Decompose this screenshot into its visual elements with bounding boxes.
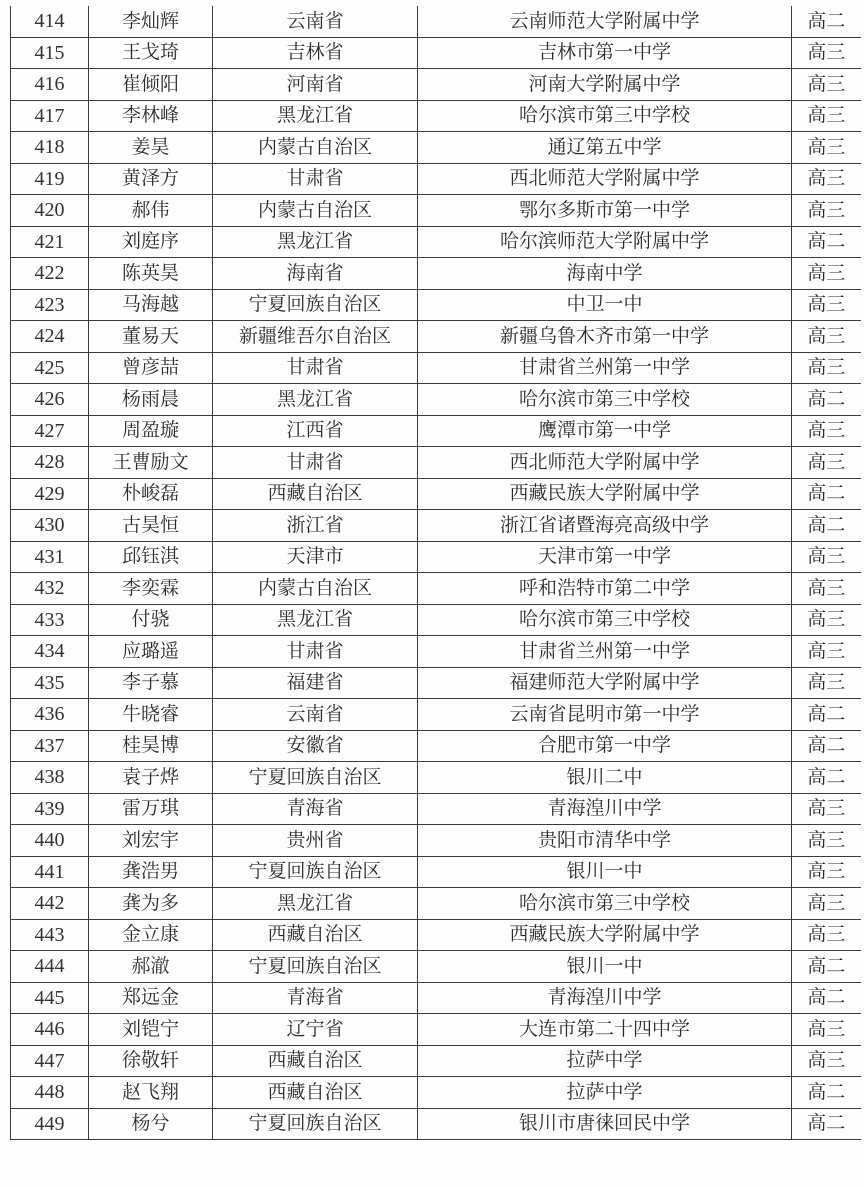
province-cell: 安徽省 bbox=[213, 730, 418, 762]
row-number-cell: 421 bbox=[11, 226, 89, 258]
row-number-cell: 441 bbox=[11, 856, 89, 888]
table-row bbox=[11, 856, 861, 888]
row-number-cell: 418 bbox=[11, 132, 89, 164]
province-cell: 内蒙古自治区 bbox=[213, 573, 418, 605]
grade-cell: 高三 bbox=[792, 195, 861, 227]
school-cell: 甘肃省兰州第一中学 bbox=[418, 352, 792, 384]
row-number-cell: 416 bbox=[11, 69, 89, 101]
table-row bbox=[11, 37, 861, 69]
roster-body bbox=[11, 6, 861, 1140]
table-row bbox=[11, 982, 861, 1014]
school-cell: 吉林市第一中学 bbox=[418, 37, 792, 69]
grade-cell: 高三 bbox=[792, 69, 861, 101]
school-cell: 呼和浩特市第二中学 bbox=[418, 573, 792, 605]
grade-cell: 高三 bbox=[792, 856, 861, 888]
grade-cell: 高二 bbox=[792, 226, 861, 258]
student-name-cell: 崔倾阳 bbox=[89, 69, 213, 101]
grade-cell: 高三 bbox=[792, 321, 861, 353]
table-row bbox=[11, 636, 861, 668]
province-cell: 甘肃省 bbox=[213, 636, 418, 668]
table-row bbox=[11, 1077, 861, 1109]
student-name-cell: 黄泽方 bbox=[89, 163, 213, 195]
school-cell: 银川一中 bbox=[418, 856, 792, 888]
grade-cell: 高二 bbox=[792, 1108, 861, 1140]
table-row bbox=[11, 825, 861, 857]
student-name-cell: 王曹励文 bbox=[89, 447, 213, 479]
school-cell: 福建师范大学附属中学 bbox=[418, 667, 792, 699]
grade-cell: 高三 bbox=[792, 541, 861, 573]
student-name-cell: 刘铠宁 bbox=[89, 1014, 213, 1046]
table-row bbox=[11, 447, 861, 479]
school-cell: 西藏民族大学附属中学 bbox=[418, 478, 792, 510]
grade-cell: 高三 bbox=[792, 604, 861, 636]
row-number-cell: 438 bbox=[11, 762, 89, 794]
student-name-cell: 姜昊 bbox=[89, 132, 213, 164]
grade-cell: 高二 bbox=[792, 982, 861, 1014]
student-name-cell: 应璐遥 bbox=[89, 636, 213, 668]
province-cell: 贵州省 bbox=[213, 825, 418, 857]
school-cell: 通辽第五中学 bbox=[418, 132, 792, 164]
table-row bbox=[11, 289, 861, 321]
school-cell: 西北师范大学附属中学 bbox=[418, 163, 792, 195]
student-name-cell: 袁子烨 bbox=[89, 762, 213, 794]
grade-cell: 高三 bbox=[792, 289, 861, 321]
row-number-cell: 422 bbox=[11, 258, 89, 290]
row-number-cell: 449 bbox=[11, 1108, 89, 1140]
school-cell: 天津市第一中学 bbox=[418, 541, 792, 573]
student-name-cell: 邱钰淇 bbox=[89, 541, 213, 573]
province-cell: 天津市 bbox=[213, 541, 418, 573]
grade-cell: 高三 bbox=[792, 636, 861, 668]
grade-cell: 高二 bbox=[792, 730, 861, 762]
province-cell: 甘肃省 bbox=[213, 352, 418, 384]
province-cell: 甘肃省 bbox=[213, 163, 418, 195]
grade-cell: 高二 bbox=[792, 1077, 861, 1109]
school-cell: 浙江省诸暨海亮高级中学 bbox=[418, 510, 792, 542]
student-name-cell: 刘庭序 bbox=[89, 226, 213, 258]
row-number-cell: 443 bbox=[11, 919, 89, 951]
row-number-cell: 420 bbox=[11, 195, 89, 227]
province-cell: 辽宁省 bbox=[213, 1014, 418, 1046]
student-name-cell: 马海越 bbox=[89, 289, 213, 321]
school-cell: 大连市第二十四中学 bbox=[418, 1014, 792, 1046]
province-cell: 青海省 bbox=[213, 982, 418, 1014]
province-cell: 云南省 bbox=[213, 6, 418, 37]
province-cell: 江西省 bbox=[213, 415, 418, 447]
table-row bbox=[11, 478, 861, 510]
grade-cell: 高三 bbox=[792, 573, 861, 605]
table-row bbox=[11, 6, 861, 37]
province-cell: 新疆维吾尔自治区 bbox=[213, 321, 418, 353]
province-cell: 吉林省 bbox=[213, 37, 418, 69]
province-cell: 云南省 bbox=[213, 699, 418, 731]
student-name-cell: 王戈琦 bbox=[89, 37, 213, 69]
row-number-cell: 439 bbox=[11, 793, 89, 825]
table-row bbox=[11, 888, 861, 920]
row-number-cell: 429 bbox=[11, 478, 89, 510]
grade-cell: 高三 bbox=[792, 132, 861, 164]
table-row bbox=[11, 258, 861, 290]
grade-cell: 高三 bbox=[792, 37, 861, 69]
school-cell: 甘肃省兰州第一中学 bbox=[418, 636, 792, 668]
province-cell: 宁夏回族自治区 bbox=[213, 856, 418, 888]
school-cell: 贵阳市清华中学 bbox=[418, 825, 792, 857]
province-cell: 黑龙江省 bbox=[213, 226, 418, 258]
school-cell: 云南省昆明市第一中学 bbox=[418, 699, 792, 731]
row-number-cell: 427 bbox=[11, 415, 89, 447]
table-row bbox=[11, 793, 861, 825]
table-row bbox=[11, 132, 861, 164]
student-name-cell: 龚为多 bbox=[89, 888, 213, 920]
student-name-cell: 徐敬轩 bbox=[89, 1045, 213, 1077]
grade-cell: 高二 bbox=[792, 951, 861, 983]
table-row bbox=[11, 1108, 861, 1140]
table-row bbox=[11, 699, 861, 731]
student-name-cell: 董易天 bbox=[89, 321, 213, 353]
student-name-cell: 桂昊博 bbox=[89, 730, 213, 762]
student-name-cell: 李子慕 bbox=[89, 667, 213, 699]
table-row bbox=[11, 1045, 861, 1077]
grade-cell: 高二 bbox=[792, 384, 861, 416]
table-row bbox=[11, 919, 861, 951]
province-cell: 内蒙古自治区 bbox=[213, 195, 418, 227]
row-number-cell: 430 bbox=[11, 510, 89, 542]
student-name-cell: 郑远金 bbox=[89, 982, 213, 1014]
row-number-cell: 417 bbox=[11, 100, 89, 132]
table-row bbox=[11, 951, 861, 983]
school-cell: 西北师范大学附属中学 bbox=[418, 447, 792, 479]
school-cell: 银川市唐徕回民中学 bbox=[418, 1108, 792, 1140]
grade-cell: 高三 bbox=[792, 415, 861, 447]
student-name-cell: 李奕霖 bbox=[89, 573, 213, 605]
table-row bbox=[11, 730, 861, 762]
province-cell: 黑龙江省 bbox=[213, 888, 418, 920]
school-cell: 西藏民族大学附属中学 bbox=[418, 919, 792, 951]
student-name-cell: 古昊恒 bbox=[89, 510, 213, 542]
grade-cell: 高三 bbox=[792, 919, 861, 951]
grade-cell: 高三 bbox=[792, 1045, 861, 1077]
student-name-cell: 朴峻磊 bbox=[89, 478, 213, 510]
grade-cell: 高三 bbox=[792, 163, 861, 195]
student-name-cell: 金立康 bbox=[89, 919, 213, 951]
school-cell: 拉萨中学 bbox=[418, 1045, 792, 1077]
student-name-cell: 刘宏宇 bbox=[89, 825, 213, 857]
row-number-cell: 446 bbox=[11, 1014, 89, 1046]
province-cell: 宁夏回族自治区 bbox=[213, 289, 418, 321]
table-row bbox=[11, 352, 861, 384]
school-cell: 新疆乌鲁木齐市第一中学 bbox=[418, 321, 792, 353]
student-name-cell: 李灿辉 bbox=[89, 6, 213, 37]
school-cell: 拉萨中学 bbox=[418, 1077, 792, 1109]
table-row bbox=[11, 100, 861, 132]
table-row bbox=[11, 541, 861, 573]
province-cell: 宁夏回族自治区 bbox=[213, 1108, 418, 1140]
school-cell: 鄂尔多斯市第一中学 bbox=[418, 195, 792, 227]
row-number-cell: 447 bbox=[11, 1045, 89, 1077]
province-cell: 西藏自治区 bbox=[213, 478, 418, 510]
student-name-cell: 牛晓睿 bbox=[89, 699, 213, 731]
school-cell: 哈尔滨市第三中学校 bbox=[418, 604, 792, 636]
grade-cell: 高三 bbox=[792, 258, 861, 290]
row-number-cell: 426 bbox=[11, 384, 89, 416]
school-cell: 合肥市第一中学 bbox=[418, 730, 792, 762]
row-number-cell: 431 bbox=[11, 541, 89, 573]
grade-cell: 高三 bbox=[792, 100, 861, 132]
province-cell: 甘肃省 bbox=[213, 447, 418, 479]
student-name-cell: 陈英昊 bbox=[89, 258, 213, 290]
province-cell: 黑龙江省 bbox=[213, 604, 418, 636]
grade-cell: 高三 bbox=[792, 888, 861, 920]
grade-cell: 高二 bbox=[792, 478, 861, 510]
student-name-cell: 付骁 bbox=[89, 604, 213, 636]
student-roster-table bbox=[10, 6, 861, 1140]
province-cell: 青海省 bbox=[213, 793, 418, 825]
student-name-cell: 郝澈 bbox=[89, 951, 213, 983]
table-row bbox=[11, 195, 861, 227]
table-row bbox=[11, 1014, 861, 1046]
row-number-cell: 435 bbox=[11, 667, 89, 699]
row-number-cell: 444 bbox=[11, 951, 89, 983]
table-row bbox=[11, 573, 861, 605]
student-name-cell: 周盈璇 bbox=[89, 415, 213, 447]
table-row bbox=[11, 226, 861, 258]
table-row bbox=[11, 69, 861, 101]
province-cell: 黑龙江省 bbox=[213, 100, 418, 132]
school-cell: 哈尔滨师范大学附属中学 bbox=[418, 226, 792, 258]
table-row bbox=[11, 321, 861, 353]
table-row bbox=[11, 163, 861, 195]
row-number-cell: 419 bbox=[11, 163, 89, 195]
province-cell: 西藏自治区 bbox=[213, 1077, 418, 1109]
student-name-cell: 龚浩男 bbox=[89, 856, 213, 888]
row-number-cell: 436 bbox=[11, 699, 89, 731]
school-cell: 哈尔滨市第三中学校 bbox=[418, 100, 792, 132]
grade-cell: 高三 bbox=[792, 1014, 861, 1046]
student-name-cell: 郝伟 bbox=[89, 195, 213, 227]
student-name-cell: 李林峰 bbox=[89, 100, 213, 132]
school-cell: 青海湟川中学 bbox=[418, 793, 792, 825]
province-cell: 西藏自治区 bbox=[213, 1045, 418, 1077]
province-cell: 海南省 bbox=[213, 258, 418, 290]
school-cell: 鹰潭市第一中学 bbox=[418, 415, 792, 447]
row-number-cell: 428 bbox=[11, 447, 89, 479]
province-cell: 宁夏回族自治区 bbox=[213, 762, 418, 794]
grade-cell: 高二 bbox=[792, 762, 861, 794]
grade-cell: 高三 bbox=[792, 667, 861, 699]
province-cell: 黑龙江省 bbox=[213, 384, 418, 416]
grade-cell: 高二 bbox=[792, 6, 861, 37]
row-number-cell: 432 bbox=[11, 573, 89, 605]
school-cell: 青海湟川中学 bbox=[418, 982, 792, 1014]
province-cell: 宁夏回族自治区 bbox=[213, 951, 418, 983]
row-number-cell: 425 bbox=[11, 352, 89, 384]
school-cell: 中卫一中 bbox=[418, 289, 792, 321]
row-number-cell: 433 bbox=[11, 604, 89, 636]
table-row bbox=[11, 510, 861, 542]
row-number-cell: 423 bbox=[11, 289, 89, 321]
table-row bbox=[11, 384, 861, 416]
grade-cell: 高三 bbox=[792, 352, 861, 384]
row-number-cell: 424 bbox=[11, 321, 89, 353]
student-name-cell: 杨雨晨 bbox=[89, 384, 213, 416]
table-row bbox=[11, 415, 861, 447]
school-cell: 云南师范大学附属中学 bbox=[418, 6, 792, 37]
row-number-cell: 437 bbox=[11, 730, 89, 762]
row-number-cell: 415 bbox=[11, 37, 89, 69]
school-cell: 银川一中 bbox=[418, 951, 792, 983]
student-name-cell: 杨兮 bbox=[89, 1108, 213, 1140]
row-number-cell: 448 bbox=[11, 1077, 89, 1109]
province-cell: 福建省 bbox=[213, 667, 418, 699]
school-cell: 哈尔滨市第三中学校 bbox=[418, 888, 792, 920]
row-number-cell: 434 bbox=[11, 636, 89, 668]
school-cell: 河南大学附属中学 bbox=[418, 69, 792, 101]
grade-cell: 高二 bbox=[792, 510, 861, 542]
student-name-cell: 曾彦喆 bbox=[89, 352, 213, 384]
student-name-cell: 赵飞翔 bbox=[89, 1077, 213, 1109]
grade-cell: 高三 bbox=[792, 447, 861, 479]
row-number-cell: 440 bbox=[11, 825, 89, 857]
row-number-cell: 445 bbox=[11, 982, 89, 1014]
grade-cell: 高三 bbox=[792, 825, 861, 857]
table-row bbox=[11, 604, 861, 636]
province-cell: 浙江省 bbox=[213, 510, 418, 542]
school-cell: 海南中学 bbox=[418, 258, 792, 290]
grade-cell: 高三 bbox=[792, 793, 861, 825]
school-cell: 哈尔滨市第三中学校 bbox=[418, 384, 792, 416]
row-number-cell: 414 bbox=[11, 6, 89, 37]
province-cell: 西藏自治区 bbox=[213, 919, 418, 951]
province-cell: 内蒙古自治区 bbox=[213, 132, 418, 164]
school-cell: 银川二中 bbox=[418, 762, 792, 794]
table-row bbox=[11, 762, 861, 794]
table-row bbox=[11, 667, 861, 699]
row-number-cell: 442 bbox=[11, 888, 89, 920]
grade-cell: 高二 bbox=[792, 699, 861, 731]
province-cell: 河南省 bbox=[213, 69, 418, 101]
student-name-cell: 雷万琪 bbox=[89, 793, 213, 825]
